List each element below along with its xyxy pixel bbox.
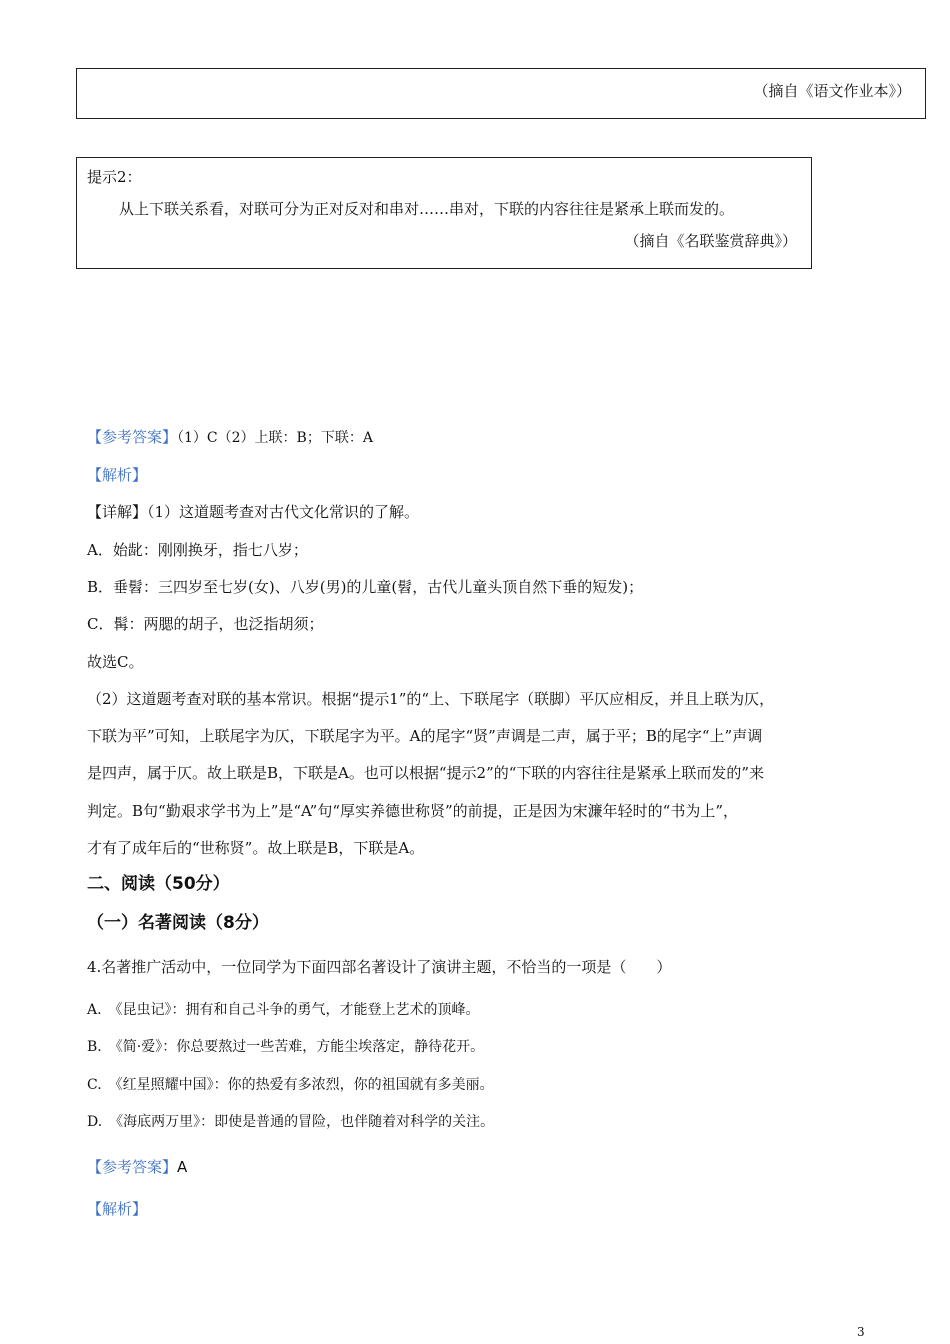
answer-text: （1）C（2）上联：B；下联：A	[177, 430, 373, 446]
option-a-explain: A．始龀：刚刚换牙，指七八岁；	[87, 541, 308, 559]
part2-line-4: 判定。B句“勤艰求学书为上”是“A”句“厚实养德世称贤”的前提，正是因为宋濂年轻时的“书为上”，	[87, 802, 739, 820]
q4-option-d: D. 《海底两万里》：即使是普通的冒险，也伴随着对科学的关注。	[87, 1114, 495, 1130]
detail-line	[87, 502, 419, 522]
section-title: 二、阅读（50分）	[87, 874, 230, 894]
analysis-tag: 【解析】	[87, 466, 148, 484]
part2-line-3: 是四声，属于仄。故上联是B，下联是A。也可以根据“提示2”的“下联的内容往往是紧承上联而发的”来	[87, 764, 765, 782]
quote-source-2: （摘自《名联鉴赏辞典》）	[624, 232, 797, 250]
q4-answer-text: A	[177, 1158, 188, 1176]
detail-tag: 【详解】	[87, 503, 148, 521]
answer-tag: 【参考答案】	[87, 428, 178, 446]
answer-line-q3	[87, 427, 373, 448]
q4-option-b: B. 《简·爱》：你总要熬过一些苦难，方能尘埃落定，静待花开。	[87, 1039, 485, 1055]
option-c-explain: C．髯：两腮的胡子，也泛指胡须；	[87, 615, 324, 633]
answer-line-q4	[87, 1157, 187, 1177]
part2-line-5: 才有了成年后的“世称贤”。故上联是B，下联是A。	[87, 839, 425, 857]
choice-line: 故选C。	[87, 653, 144, 671]
part2-line-2: 下联为平”可知，上联尾字为仄，下联尾字为平。A的尾字“贤”声调是二声，属于平；B的尾字“上”声调	[87, 727, 763, 745]
question-4-stem: 4.名著推广活动中，一位同学为下面四部名著设计了演讲主题，不恰当的一项是（ ）	[87, 958, 672, 976]
option-b-explain: B．垂髫：三四岁至七岁(女)、八岁(男)的儿童(髫，古代儿童头顶自然下垂的短发)；	[87, 578, 644, 596]
q4-option-c: C. 《红星照耀中国》：你的热爱有多浓烈，你的祖国就有多美丽。	[87, 1077, 494, 1093]
q4-analysis-tag: 【解析】	[87, 1200, 148, 1218]
page-number: 3	[857, 1325, 865, 1339]
hint-label: 提示2：	[87, 168, 142, 186]
quote-box-1	[76, 68, 926, 119]
section-subtitle: （一）名著阅读（8分）	[87, 913, 269, 933]
q4-answer-tag: 【参考答案】	[87, 1158, 178, 1176]
detail-intro: （1）这道题考查对古代文化常识的了解。	[147, 503, 420, 521]
part2-line-1: （2）这道题考查对联的基本常识。根据“提示1”的“上、下联尾字（联脚）平仄应相反，并且上联为仄，	[87, 690, 775, 708]
quote-source-1: （摘自《语文作业本》）	[753, 82, 911, 100]
quote-box-2	[76, 157, 812, 269]
q4-option-a: A. 《昆虫记》：拥有和自己斗争的勇气，才能登上艺术的顶峰。	[87, 1002, 480, 1018]
hint-text: 从上下联关系看，对联可分为正对反对和串对……串对，下联的内容往往是紧承上联而发的。	[119, 200, 735, 218]
